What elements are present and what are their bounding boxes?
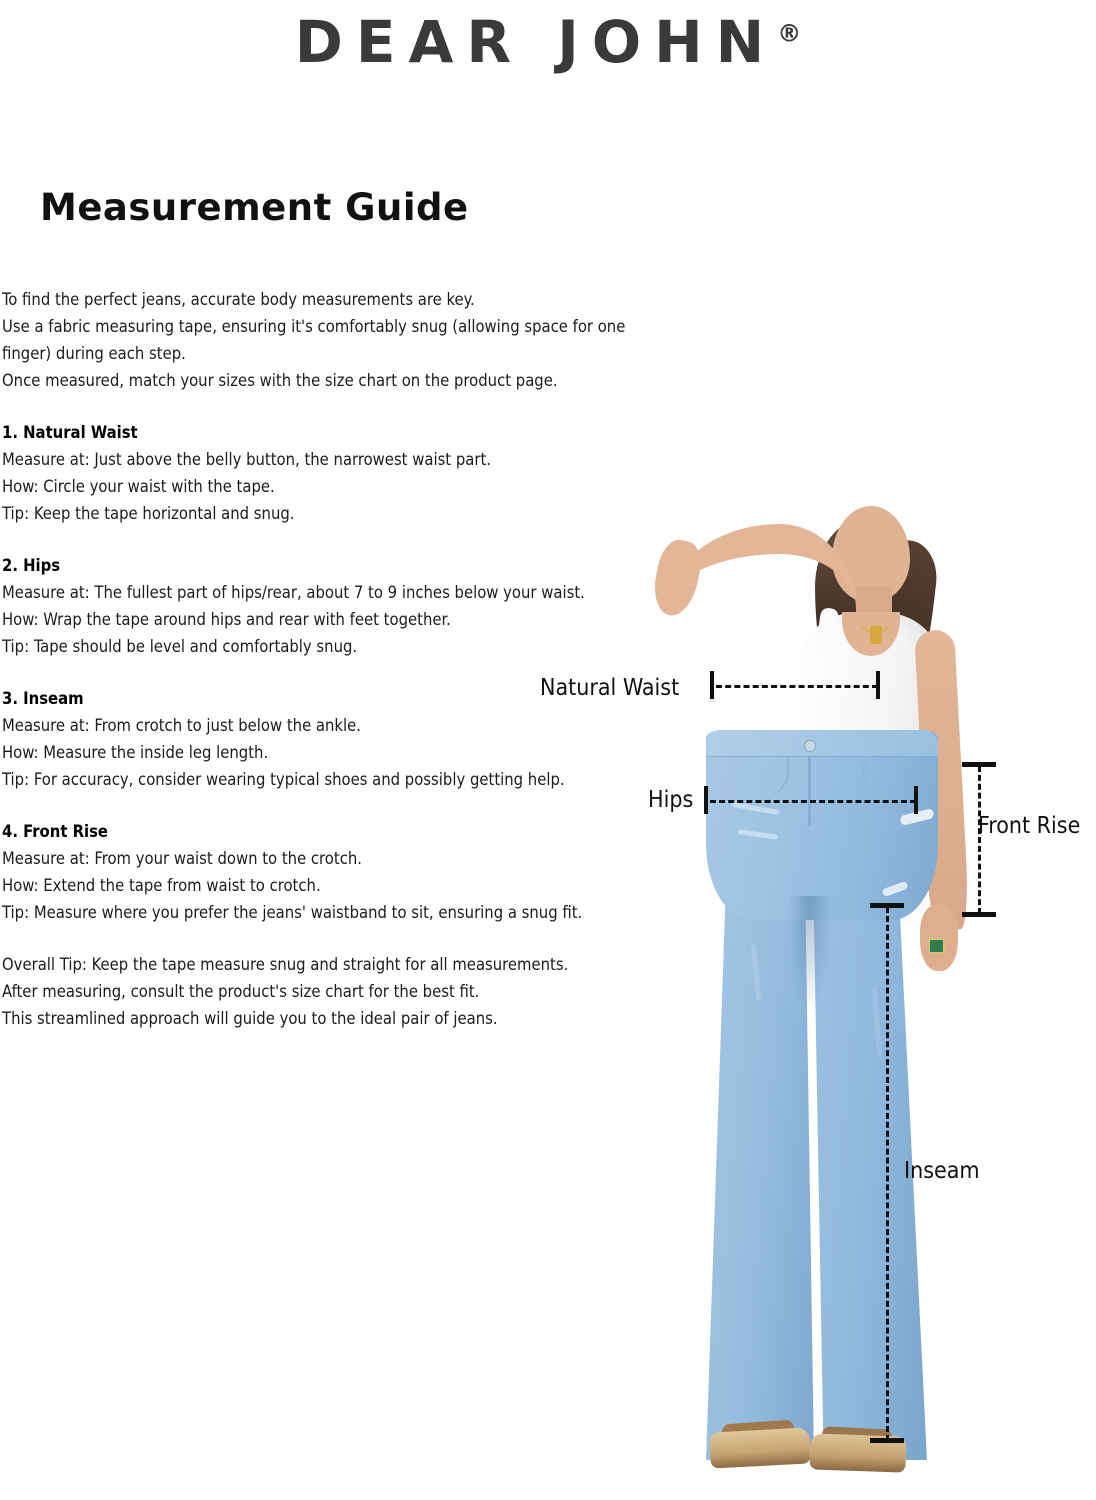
inseam-dashed-line	[886, 907, 889, 1441]
section-line: How: Measure the inside leg length.	[2, 743, 269, 762]
outro-line: Overall Tip: Keep the tape measure snug and straight for all measurements.	[2, 955, 569, 974]
section-line: Tip: Tape should be level and comfortably snug.	[2, 637, 358, 656]
intro-line: To find the perfect jeans, accurate body measurements are key.	[2, 290, 475, 309]
hips-cap-left	[704, 786, 708, 814]
espadrille-left	[709, 1427, 811, 1468]
section-line: How: Extend the tape from waist to crotch.	[2, 876, 321, 895]
natural-waist-cap-left	[710, 671, 714, 699]
outro-block	[2, 951, 662, 1032]
section-natural-waist	[2, 419, 662, 527]
section-line: Tip: Keep the tape horizontal and snug.	[2, 504, 295, 523]
jeans-waistband	[706, 730, 938, 757]
front-rise-dashed-line	[978, 766, 981, 914]
jeans-button	[804, 740, 816, 752]
model-diagram	[540, 500, 1096, 1500]
section-heading: 1. Natural Waist	[2, 423, 138, 442]
hips-dashed-line	[710, 800, 916, 803]
ring	[928, 938, 945, 954]
guide-copy	[2, 286, 662, 1032]
intro-line: Use a fabric measuring tape, ensuring it's comfortably snug (allowing space for one finger) during each step.	[2, 317, 626, 363]
jeans-fly	[808, 756, 811, 826]
natural-waist-dashed-line	[716, 685, 878, 688]
section-front-rise	[2, 818, 662, 926]
section-heading: 4. Front Rise	[2, 822, 109, 841]
section-line: Tip: For accuracy, consider wearing typical shoes and possibly getting help.	[2, 770, 565, 789]
brand-logo	[0, 0, 1096, 76]
section-line: Tip: Measure where you prefer the jeans' waistband to sit, ensuring a snug fit.	[2, 903, 583, 922]
natural-waist-cap-right	[876, 671, 880, 699]
hips-cap-right	[914, 786, 918, 814]
section-hips	[2, 552, 662, 660]
section-line: How: Circle your waist with the tape.	[2, 477, 275, 496]
intro-line: Once measured, match your sizes with the size chart on the product page.	[2, 371, 558, 390]
annotation-inseam-label: Inseam	[904, 1158, 980, 1184]
brand-name: DEAR JOHN	[294, 8, 778, 76]
section-line: Measure at: The fullest part of hips/rear, about 7 to 9 inches below your waist.	[2, 583, 585, 602]
section-heading: 2. Hips	[2, 556, 61, 575]
section-line: Measure at: From crotch to just below the ankle.	[2, 716, 361, 735]
outro-line: After measuring, consult the product's size chart for the best fit.	[2, 982, 480, 1001]
section-line: How: Wrap the tape around hips and rear with feet together.	[2, 610, 451, 629]
page-title: Measurement Guide	[40, 186, 469, 229]
annotation-natural-waist-label: Natural Waist	[540, 675, 680, 701]
annotation-front-rise-label: Front Rise	[978, 813, 1081, 839]
inseam-cap-bottom	[870, 1438, 904, 1443]
crotch-shadow	[788, 896, 832, 1016]
section-line: Measure at: From your waist down to the crotch.	[2, 849, 362, 868]
pendant	[870, 626, 882, 644]
intro-block	[2, 286, 662, 394]
outro-line: This streamlined approach will guide you to the ideal pair of jeans.	[2, 1009, 498, 1028]
section-inseam	[2, 685, 662, 793]
section-heading: 3. Inseam	[2, 689, 84, 708]
front-rise-cap-bottom	[962, 912, 996, 917]
section-line: Measure at: Just above the belly button, the narrowest waist part.	[2, 450, 491, 469]
annotation-hips-label: Hips	[648, 787, 694, 813]
registered-mark: ®	[777, 19, 802, 48]
model-illustration	[570, 500, 990, 1500]
